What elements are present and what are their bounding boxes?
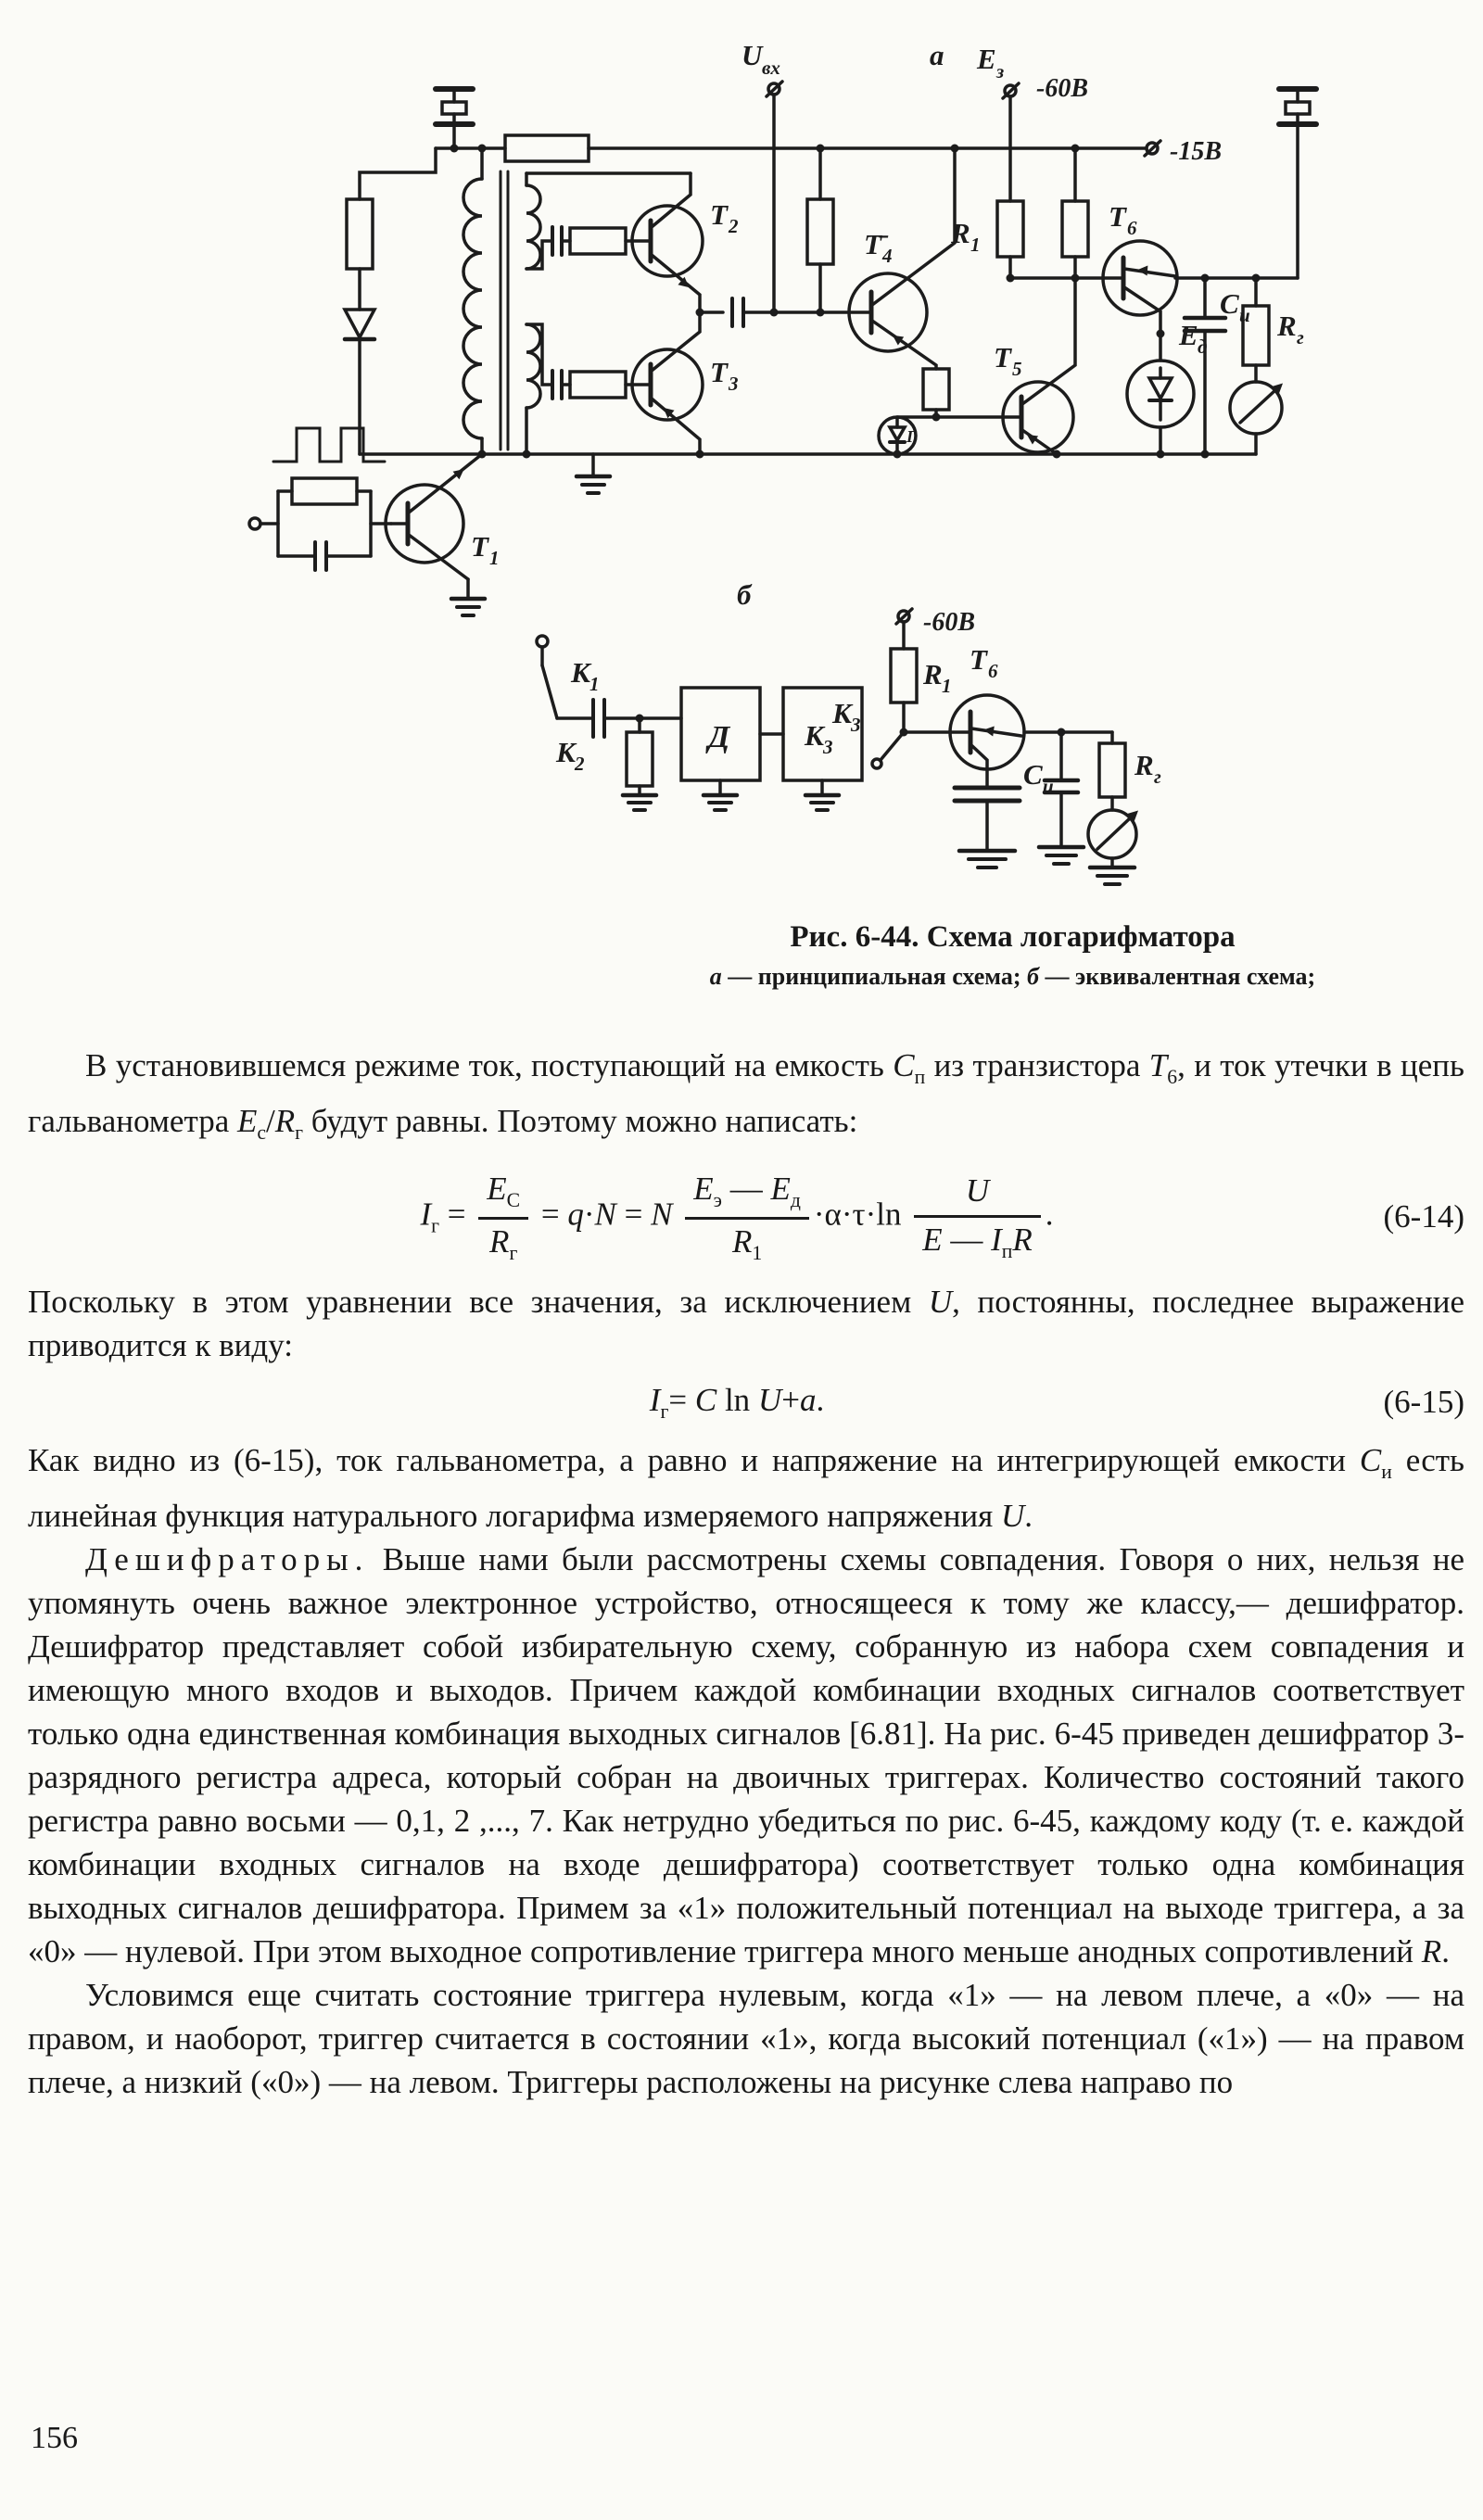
resistor (997, 201, 1023, 257)
label-r1: R (951, 217, 970, 249)
ground-icon (805, 795, 839, 810)
label-r1-b: R (923, 658, 943, 690)
transistor-t1 (386, 454, 485, 615)
equation-6-15-body: $I_г= C$ ln U+a. (649, 1381, 825, 1423)
figure-caption (556, 920, 1469, 991)
input-terminal (249, 518, 260, 529)
ground-icon (577, 454, 610, 493)
label-minus15v: -15В (1170, 137, 1222, 166)
svg-text:6: 6 (988, 660, 998, 682)
uvx-terminal (767, 82, 782, 312)
label-marker-b: б (737, 578, 752, 611)
ground-icon (623, 795, 656, 810)
svg-text:1: 1 (970, 234, 981, 256)
figure-caption-title: Рис. 6-44. Схема логарифматора (790, 920, 1236, 954)
label-ci: С (1220, 287, 1239, 320)
ground-icon (959, 851, 1015, 867)
diode-icon (345, 310, 374, 337)
label-g: Г (906, 427, 917, 446)
label-ez: Е (977, 43, 996, 75)
label-k3-box: К (805, 719, 825, 752)
circuit-a (249, 39, 1316, 615)
resistor (1099, 743, 1125, 797)
svg-text:г: г (1297, 326, 1304, 348)
figure-6-44-schematic (0, 0, 1483, 913)
svg-text:и: и (1043, 775, 1054, 797)
resistor (807, 199, 833, 264)
resistor (627, 732, 653, 786)
capacitor-ci-b (1039, 732, 1084, 864)
svg-text:5: 5 (1012, 358, 1022, 380)
svg-text:вх: вх (762, 57, 780, 79)
label-minus60v: -60В (1036, 74, 1088, 103)
ground-icon (1090, 867, 1134, 884)
diode-ed-circle (1127, 334, 1194, 454)
ground-icon (703, 795, 737, 810)
terminal (537, 636, 548, 647)
svg-text:3: 3 (851, 714, 861, 736)
equation-6-14-number: (6-14) (1383, 1198, 1464, 1235)
paragraph-5: Условимся еще считать состояние триггера нулевым, когда «1» — на левом плече, а «0» — на правом, и наоборот, триггер считается в состоянии «1», когда высокий потенциал («1») — на правом плече, а низкий («0») — на левом. Триггеры расположены на рисунке слева направо по (28, 1976, 1464, 2100)
page-body (28, 1044, 1464, 2104)
transformer-icon (463, 148, 540, 454)
paragraph-3: Как видно из (6-15), ток гальванометра, а равно и напряжение на интегрирующей емкости $С_и$ есть линейная функция натурального логарифма измеряемого напряжения U. (28, 1441, 1464, 1534)
label-k2: К (556, 736, 577, 768)
resistor (1062, 201, 1088, 257)
resistor (570, 372, 626, 398)
svg-text:г: г (1154, 766, 1161, 788)
svg-text:3: 3 (729, 373, 739, 395)
transistor-t3 (632, 312, 703, 454)
page-number: 156 (31, 2421, 78, 2455)
label-t1: Т (471, 530, 488, 563)
equation-6-15 (28, 1382, 1464, 1424)
resistor (923, 369, 949, 410)
resistor-diode-branch (345, 148, 436, 454)
equation-6-14 (28, 1170, 1464, 1265)
svg-text:и: и (1239, 304, 1250, 326)
svg-text:3: 3 (823, 736, 833, 758)
label-uvx: U (742, 39, 763, 71)
ez-r1-branch (997, 83, 1123, 278)
switch-k1 (542, 665, 557, 718)
svg-text:4: 4 (882, 245, 893, 267)
label-t6: Т (1109, 200, 1126, 233)
resistor (292, 478, 357, 504)
label-ci-b: С (1023, 758, 1043, 791)
label-rg-b: R (1134, 749, 1154, 781)
figure-caption-legend: а — принципиальная схема; б — эквивалентная схема; (709, 963, 1316, 990)
svg-text:2: 2 (575, 753, 585, 775)
svg-text:6: 6 (1127, 217, 1137, 239)
label-minus60v-b: -60В (923, 608, 975, 637)
svg-text:2: 2 (729, 215, 739, 237)
resistor (570, 228, 626, 254)
label-t3: Т (710, 356, 728, 388)
ground-icon (1039, 847, 1084, 864)
equation-6-14-body: $I_г$ = $\frac{Е_С}{R_г}$ = q·N = N $\frac{Е_э — Е_д}{R_1}$ ·α·τ·ln $\frac{U}{Е — I_пR}$ . (420, 1171, 1054, 1264)
svg-text:1: 1 (589, 673, 600, 695)
transistor-t5 (1003, 148, 1088, 454)
input-network (249, 428, 391, 570)
label-marker-a: а (930, 39, 944, 71)
paragraph-2: Поскольку в этом уравнении все значения, за исключением U, постоянны, последнее выражение приводится к виду: (28, 1283, 1464, 1363)
switch-k3 (881, 732, 904, 760)
circuit-b (537, 578, 1161, 884)
label-k1: К (571, 656, 591, 689)
label-t5: Т (994, 341, 1011, 374)
junction-dots (450, 145, 1261, 459)
svg-text:з: з (996, 60, 1005, 82)
transistor-t6b (950, 695, 1024, 788)
label-t2: Т (710, 198, 728, 231)
label-t4: Т̄ (864, 228, 881, 260)
paragraph-1: В установившемся режиме ток, поступающий на емкость $С_п$ из транзистора $Т_6$, и ток утечки в цепь гальванометра $Е_с/R_г$ будут равны. Поэтому можно написать: (28, 1047, 1464, 1144)
resistor (505, 135, 589, 161)
svg-text:д: д (1198, 336, 1208, 358)
label-t6-b: Т (970, 643, 987, 676)
resistor (891, 649, 917, 703)
label-d-box: Д (708, 720, 730, 754)
pulse-waveform-icon (273, 428, 385, 462)
equation-6-15-number: (6-15) (1383, 1384, 1464, 1421)
svg-text:1: 1 (489, 547, 500, 569)
transistor-t4 (849, 148, 1003, 417)
paragraph-4: Дешифраторы. Выше нами были рассмотрены схемы совпадения. Говоря о них, нельзя не упомянуть очень важное электронное устройство, относящееся к тому же классу,— дешифратор. Дешифратор представляет собой избирательную схему, собранную из набора схем совпадения и имеющую много входов и выходов. Причем каждой комбинации входных сигналов соответствует только одна единственная комбинация выходных сигналов [6.81]. На рис. 6-45 приведен дешифратор 3-разрядного регистра адреса, который собран на двоичных триггерах. Количество состояний такого регистра равно восьми — 0,1, 2 ,..., 7. Как нетрудно убедиться по рис. 6-45, каждому коду (т. е. каждой комбинации входных сигналов на входе дешифратора) соответствует только одна комбинация выходных сигналов дешифратора. Примем за «1» положительный потенциал на выходе триггера, а за «0» — нулевой. При этом выходное сопротивление триггера много меньше анодных сопротивлений R. (28, 1540, 1464, 1969)
ground-icon (451, 599, 485, 615)
label-ed: Е (1179, 319, 1198, 351)
svg-text:1: 1 (942, 675, 952, 697)
battery-icon (436, 89, 473, 148)
label-rg: R (1277, 310, 1297, 342)
label-k3-switch: К (832, 697, 853, 729)
battery-icon (1279, 89, 1316, 278)
